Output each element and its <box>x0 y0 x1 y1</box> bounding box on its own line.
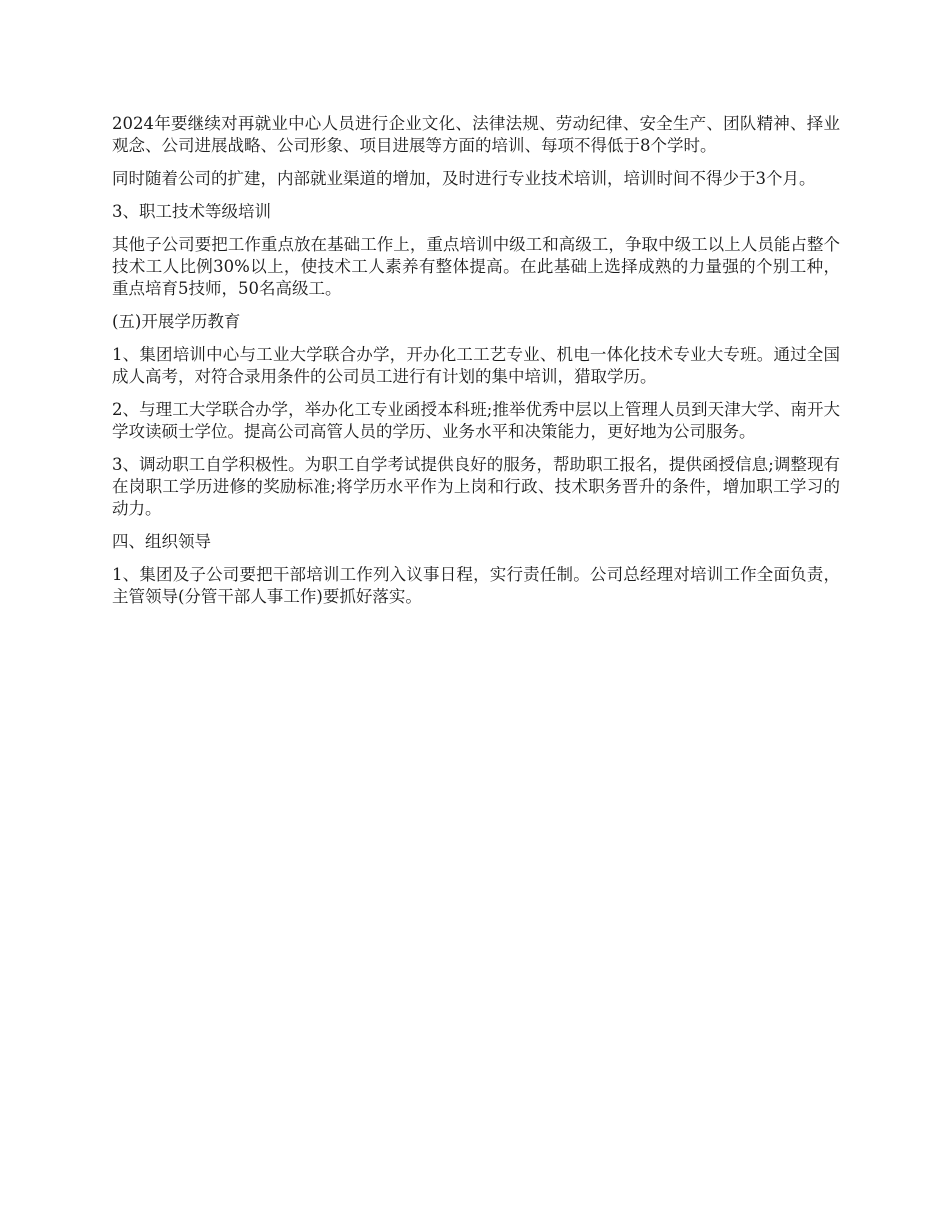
paragraph-joint-college-program: 1、集团培训中心与工业大学联合办学，开办化工工艺专业、机电一体化技术专业大专班。通过全国成人高考，对符合录用条件的公司员工进行有计划的集中培训，猎取学历。 <box>112 345 840 386</box>
heading-academic-education: (五)开展学历教育 <box>112 312 241 331</box>
paragraph-training-content: 2024年要继续对再就业中心人员进行企业文化、法律法规、劳动纪律、安全生产、团队精神、择业观念、公司进展战略、公司形象、项目进展等方面的培训、每项不得低于8个学时。 <box>112 114 840 155</box>
paragraph-self-study: 3、调动职工自学积极性。为职工自学考试提供良好的服务，帮助职工报名，提供函授信息;调整现有在岗职工学历进修的奖励标准;将学历水平作为上岗和行政、技术职务晋升的条件，增加职工学习的动力。 <box>112 455 840 518</box>
paragraph-technical-training: 同时随着公司的扩建，内部就业渠道的增加，及时进行专业技术培训，培训时间不得少于3个月。 <box>112 169 816 188</box>
paragraph-skill-level-goals: 其他子公司要把工作重点放在基础工作上，重点培训中级工和高级工，争取中级工以上人员能占整个技术工人比例30%以上，使技术工人素养有整体提高。在此基础上选择成熟的力量强的个别工种，重点培育5技师，50名高级工。 <box>112 235 840 298</box>
heading-skill-level-training: 3、职工技术等级培训 <box>112 202 271 221</box>
paragraph-undergraduate-masters: 2、与理工大学联合办学，举办化工专业函授本科班;推举优秀中层以上管理人员到天津大学、南开大学攻读硕士学位。提高公司高管人员的学历、业务水平和决策能力，更好地为公司服务。 <box>112 400 840 441</box>
heading-organization-leadership: 四、组织领导 <box>112 532 211 551</box>
paragraph-responsibility: 1、集团及子公司要把干部培训工作列入议事日程，实行责任制。公司总经理对培训工作全面负责，主管领导(分管干部人事工作)要抓好落实。 <box>112 565 840 606</box>
document-body <box>112 113 840 619</box>
